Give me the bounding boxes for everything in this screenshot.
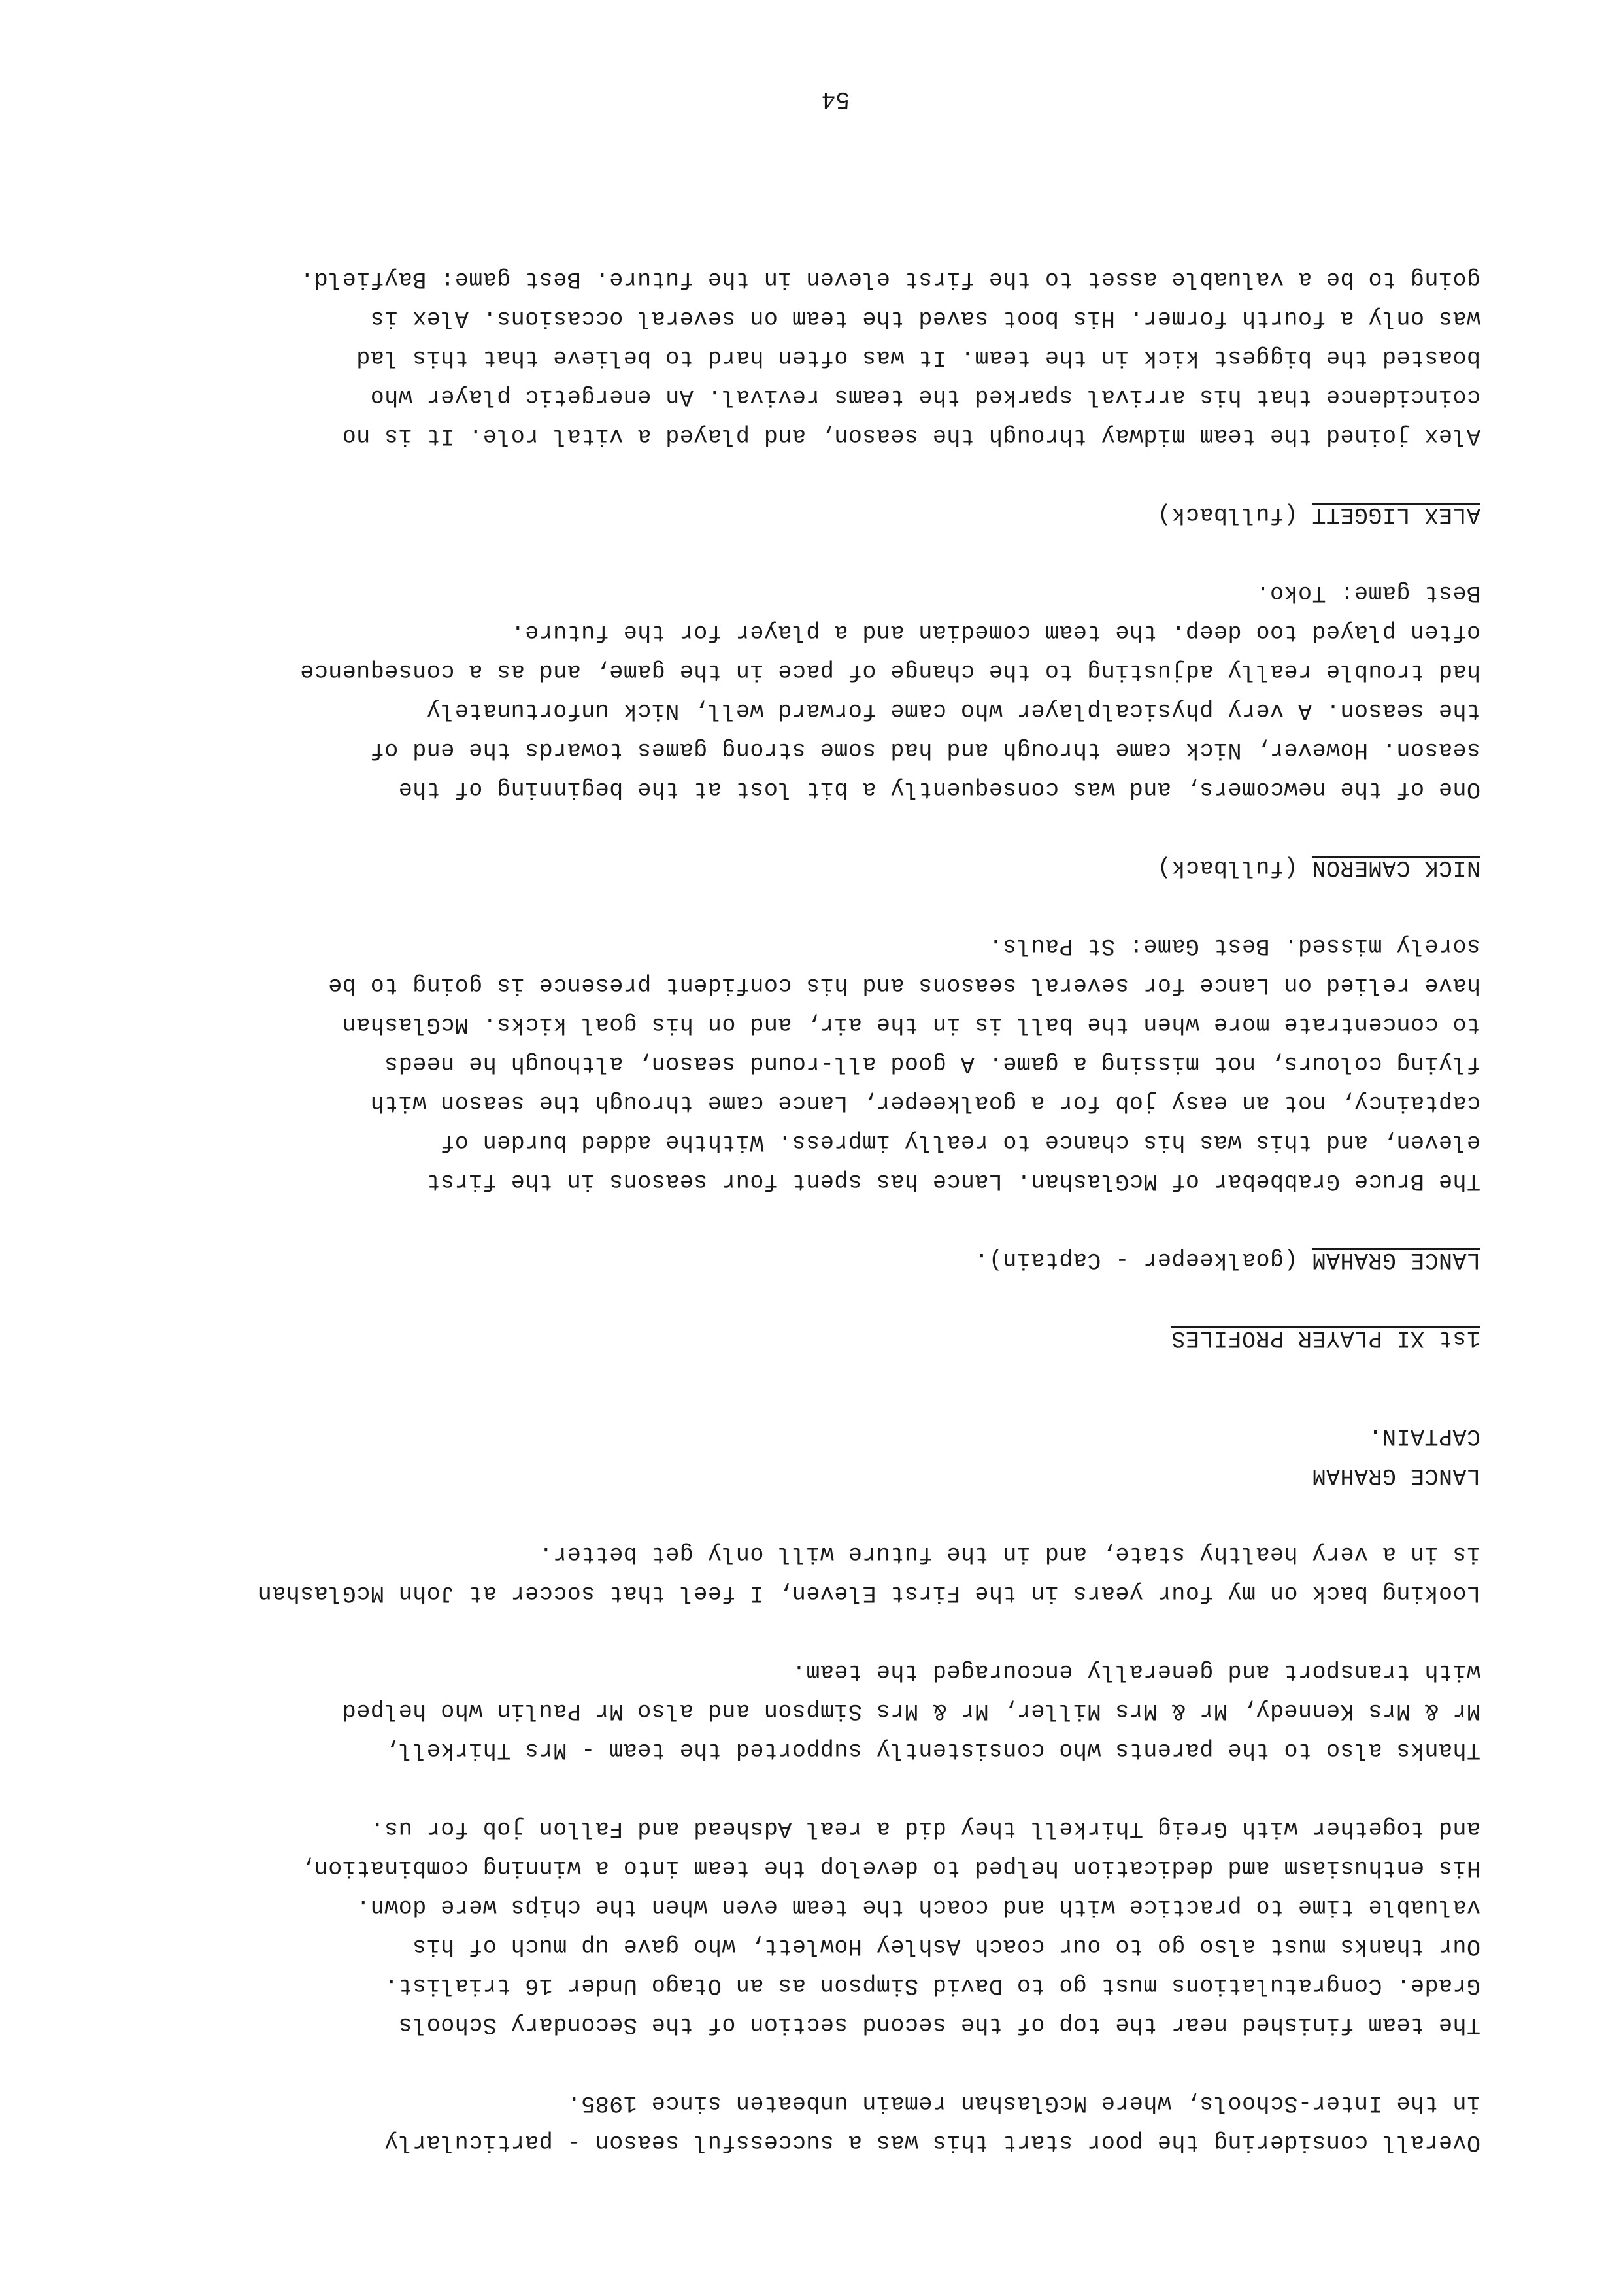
profile-name: ALEX LIGGETT — [1311, 501, 1480, 528]
section-heading — [147, 1319, 1480, 1358]
paragraph-thanks-parents — [147, 1652, 1480, 1770]
text-line: and together with Greig Thirkell they did a real Adshead and Fallon job for us. — [370, 1815, 1480, 1842]
text-line: Our thanks must also go to our coach Ashley Howlett, who gave up much of his — [412, 1933, 1480, 1959]
text-line: going to be a valuable asset to the first eleven in the future. Best game: Bayfield. — [299, 266, 1480, 292]
player-profile-lance-graham — [147, 926, 1480, 1279]
text-line: had trouble really adjusting to the change of pace in the game, and as a consequence — [299, 658, 1480, 684]
text-line: the season. A very physicalplayer who came forward well, Nick unfortunately — [426, 698, 1480, 724]
signature-role: CAPTAIN. — [1367, 1423, 1480, 1449]
profile-title — [147, 495, 1480, 534]
text-line: Best game: Toko. — [1255, 580, 1480, 606]
text-line: Grade. Congratulations must go to David Simpson as an Otago Under 16 trialist. — [384, 1972, 1480, 1999]
text-line: eleven, and this was his chance to really impress. Withthe added burden of — [440, 1129, 1480, 1155]
text-line: His enthusiasm amd dedication helped to develop the team into a winning combination, — [299, 1855, 1480, 1881]
text-line: Overall considering the poor start this was a successful season - particularly — [384, 2129, 1480, 2155]
profile-title — [147, 848, 1480, 887]
section-heading-text: 1st XI PLAYER PROFILES — [1171, 1325, 1480, 1351]
profile-name: LANCE GRAHAM — [1311, 1247, 1480, 1273]
text-line: Mr & Mrs Kennedy, Mr & Mrs Miller, Mr & Mrs Simpson and also Mr Paulin who helped — [342, 1698, 1480, 1724]
text-line: Looking back on my four years in the First Eleven, I feel that soccer at John McGlashan — [258, 1580, 1480, 1606]
text-line: One of the newcomers, and was consequently a bit lost at the beginning of the — [398, 776, 1480, 802]
profile-name: NICK CAMERON — [1311, 854, 1480, 881]
paragraph-overall — [147, 2084, 1480, 2162]
text-line: The team finished near the top of the second section of the Secondary Schools — [398, 2012, 1480, 2038]
text-line: in the Inter-Schools, where McGlashan remain unbeaten since 1985. — [567, 2090, 1480, 2116]
text-line: The Bruce Grabbebar of McGlashan. Lance has spent four seasons in the first — [426, 1168, 1480, 1194]
profile-text — [147, 260, 1480, 456]
player-profile-nick-cameron — [147, 573, 1480, 887]
text-line: was only a fourth former. His boot saved the team on several occasions. Alex is — [370, 305, 1480, 331]
text-line: coincidence that his arrival sparked the teams revival. An energetic player who — [370, 384, 1480, 410]
text-line: with transport and generally encouraged the team. — [792, 1659, 1480, 1685]
text-line: Thanks also to the parents who consistently supported the team - Mrs Thirkell, — [384, 1737, 1480, 1763]
player-profile-alex-liggett — [147, 260, 1480, 534]
text-line: often played too deep. the team comedian and a player for the future. — [510, 619, 1480, 645]
page-number: 54 — [821, 86, 850, 112]
profile-position: (goalkeeper - Captain). — [974, 1247, 1312, 1273]
profile-position: (fullback) — [1157, 501, 1312, 528]
text-line: captaincy, not an easy job for a goalkeeper, Lance came through the season with — [370, 1090, 1480, 1116]
text-line: have relied on Lance for several seasons and his confident presence is going to be — [327, 972, 1480, 998]
profile-text — [147, 573, 1480, 809]
text-line: sorely missed. Best Game: St Pauls. — [988, 933, 1480, 959]
paragraph-team-finished — [147, 1809, 1480, 2044]
text-line: to concentrate more when the ball is in the air, and on his goal kicks. McGlashan — [342, 1011, 1480, 1038]
text-line: flying colours, not missing a game. A good all-round season, although he needs — [384, 1051, 1480, 1077]
profile-title — [147, 1240, 1480, 1279]
profile-position: (fullback) — [1157, 854, 1312, 881]
text-line: valuable time to practice with and coach the team even when the chips were down. — [356, 1894, 1480, 1920]
signature-block — [147, 1417, 1480, 1495]
paragraph-looking-back — [147, 1534, 1480, 1613]
text-line: boasted the biggest kick in the team. It was often hard to believe that this lad — [356, 345, 1480, 371]
document-body — [147, 220, 1480, 2162]
signature-name: LANCE GRAHAM — [1311, 1462, 1480, 1489]
profile-text — [147, 926, 1480, 1201]
text-line: season. However, Nick came through and had some strong games towards the end of — [370, 737, 1480, 763]
text-line: Alex joined the team midway through the season, and played a vital role. It is no — [342, 423, 1480, 449]
text-line: is in a very healthy state, and in the future will only get better. — [539, 1541, 1480, 1567]
